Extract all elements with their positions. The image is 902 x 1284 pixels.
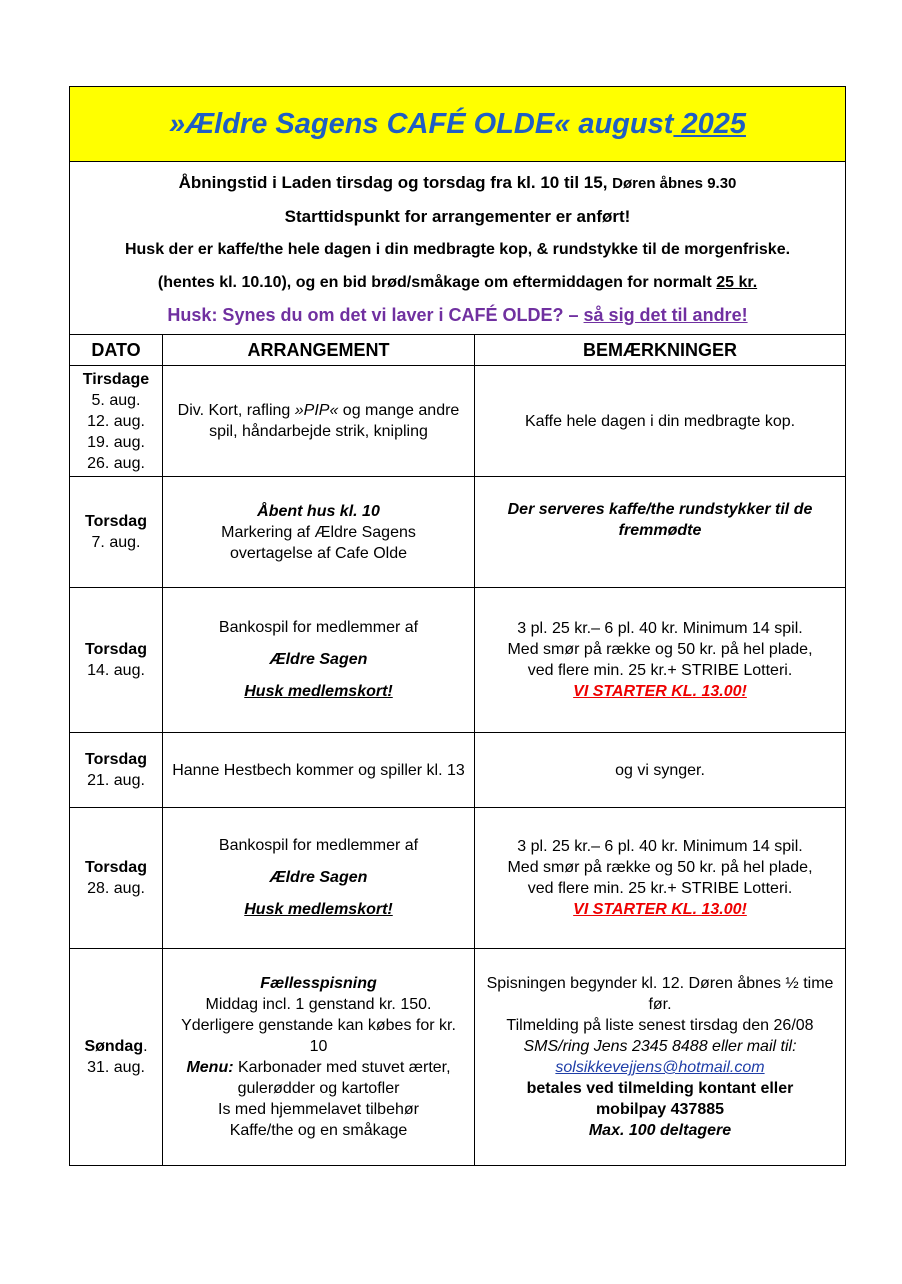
- weekday: Tirsdage: [82, 370, 150, 388]
- title-year: 2025: [673, 107, 746, 140]
- column-header-event: ARRANGEMENT: [163, 335, 475, 366]
- event-title: Åbent hus kl. 10: [257, 502, 380, 520]
- notes-cell: og vi synger.: [475, 733, 846, 808]
- recommend-note: [70, 299, 845, 332]
- payment-note: betales ved tilmelding kontant eller mobilpay 437885: [526, 1080, 794, 1118]
- weekday: Torsdag: [85, 751, 147, 768]
- start-time-alert: VI STARTER KL. 13.00!: [573, 683, 747, 700]
- event-title: Fællesspisning: [260, 975, 377, 992]
- event-text: Div. Kort, rafling: [177, 402, 295, 419]
- event-reminder: Husk medlemskort!: [244, 901, 393, 918]
- notes-text: 3 pl. 25 kr.– 6 pl. 40 kr. Minimum 14 spil.: [517, 838, 803, 855]
- date-cell: [70, 949, 163, 1166]
- table-row: [70, 477, 846, 588]
- date-cell: [70, 477, 163, 588]
- start-time-note: Starttidspunkt for arrangementer er anført!: [284, 207, 631, 226]
- max-participants: Max. 100 deltagere: [588, 1122, 732, 1139]
- table-row: [70, 949, 846, 1166]
- door-opens-text: Døren åbnes 9.30: [612, 175, 737, 192]
- date: 12. aug.: [87, 412, 145, 430]
- event-text: Hanne Hestbech kommer og spiller kl. 13: [172, 761, 465, 779]
- recommend-text: Husk: Synes du om det vi laver i CAFÉ OLDE? –: [167, 305, 584, 325]
- start-time-alert: VI STARTER KL. 13.00!: [573, 901, 747, 918]
- column-header-date: DATO: [70, 335, 163, 366]
- notes-text: Tilmelding på liste senest tirsdag den 26/08: [506, 1017, 814, 1034]
- notes-cell: [475, 588, 846, 733]
- weekday: [70, 1036, 162, 1057]
- weekday: Torsdag: [85, 859, 147, 876]
- schedule-table: [69, 86, 846, 1166]
- notes-text: Med smør på række og 50 kr. på hel plade,: [507, 859, 813, 876]
- opening-hours-text: Åbningstid i Laden tirsdag og torsdag fra kl. 10 til 15,: [178, 173, 608, 192]
- event-text: Yderligere genstande kan købes for kr. 10: [181, 1017, 456, 1055]
- date-cell: [70, 588, 163, 733]
- price-note: [70, 266, 845, 299]
- date: 5. aug.: [91, 391, 141, 409]
- weekday: Torsdag: [85, 641, 147, 658]
- event-text: Is med hjemmelavet tilbehør: [218, 1101, 419, 1118]
- column-header-notes: BEMÆRKNINGER: [475, 335, 846, 366]
- event-text: Kaffe/the og en småkage: [229, 1122, 408, 1139]
- event-cell: [163, 733, 475, 808]
- event-reminder: Husk medlemskort!: [244, 683, 393, 700]
- notes-cell: [475, 949, 846, 1166]
- notes-text: Der serveres kaffe/the rundstykker til de fremmødte: [507, 501, 813, 539]
- notes-text: Med smør på række og 50 kr. på hel plade,: [507, 641, 813, 658]
- table-row: [70, 588, 846, 733]
- event-text: Middag incl. 1 genstand kr. 150.: [205, 996, 432, 1013]
- event-cell: [163, 477, 475, 588]
- event-org: Ældre Sagen: [269, 869, 368, 886]
- date: 19. aug.: [87, 433, 145, 451]
- document-page: [69, 86, 845, 1166]
- table-row: [70, 808, 846, 949]
- opening-hours: [70, 166, 845, 200]
- table-row: [70, 733, 846, 808]
- recommend-link: så sig det til andre!: [583, 305, 748, 325]
- event-text: Bankospil for medlemmer af: [218, 837, 419, 854]
- price-note-text: (hentes kl. 10.10), og en bid brød/småkage om eftermiddagen for normalt: [157, 274, 717, 291]
- menu-label: Menu:: [186, 1059, 234, 1076]
- date: 14. aug.: [87, 662, 145, 679]
- notes-text: Spisningen begynder kl. 12. Døren åbnes ½ time før.: [486, 975, 834, 1013]
- event-cell: [163, 588, 475, 733]
- notes-text: 3 pl. 25 kr.– 6 pl. 40 kr. Minimum 14 spil.: [517, 620, 803, 637]
- date: 28. aug.: [87, 880, 145, 897]
- notes-text: ved flere min. 25 kr.+ STRIBE Lotteri.: [527, 880, 793, 897]
- event-text: Markering af Ældre Sagens overtagelse af Cafe Olde: [221, 523, 416, 562]
- page-title: »Ældre Sagens CAFÉ OLDE« august: [169, 107, 674, 140]
- email-link[interactable]: solsikkevejjens@hotmail.com: [555, 1059, 765, 1076]
- event-game-name: »PIP«: [294, 402, 339, 419]
- table-header-row: [70, 335, 846, 366]
- notes-cell: [475, 808, 846, 949]
- event-text-cont: og mange andre spil, håndarbejde strik, knipling: [209, 402, 460, 440]
- menu: [163, 1057, 474, 1099]
- date: 21. aug.: [87, 772, 145, 789]
- weekday-text: Søndag: [84, 1038, 144, 1055]
- menu-text: Karbonader med stuvet ærter, gulerødder og kartofler: [233, 1059, 451, 1097]
- notes-text: ved flere min. 25 kr.+ STRIBE Lotteri.: [527, 662, 793, 679]
- notes-cell: Kaffe hele dagen i din medbragte kop.: [475, 366, 846, 477]
- event-cell: [163, 366, 475, 477]
- date: 26. aug.: [87, 454, 145, 472]
- date-cell: [70, 733, 163, 808]
- notes-cell: [475, 477, 846, 588]
- date-cell: [70, 808, 163, 949]
- coffee-note: Husk der er kaffe/the hele dagen i din medbragte kop, & rundstykke til de morgenfriske.: [124, 241, 791, 258]
- notes-contact: SMS/ring Jens 2345 8488 eller mail til:: [523, 1038, 797, 1055]
- table-row: [70, 366, 846, 477]
- info-block: [70, 162, 846, 335]
- event-cell: [163, 808, 475, 949]
- date: 31. aug.: [87, 1059, 145, 1076]
- weekday-suffix: .: [143, 1038, 148, 1055]
- event-text: Bankospil for medlemmer af: [218, 619, 419, 636]
- date-cell: [70, 366, 163, 477]
- event-org: Ældre Sagen: [269, 651, 368, 668]
- date: 7. aug.: [91, 534, 141, 551]
- price-amount: 25 kr.: [716, 274, 758, 291]
- weekday: Torsdag: [85, 513, 147, 530]
- title-banner: [70, 87, 846, 162]
- event-cell: [163, 949, 475, 1166]
